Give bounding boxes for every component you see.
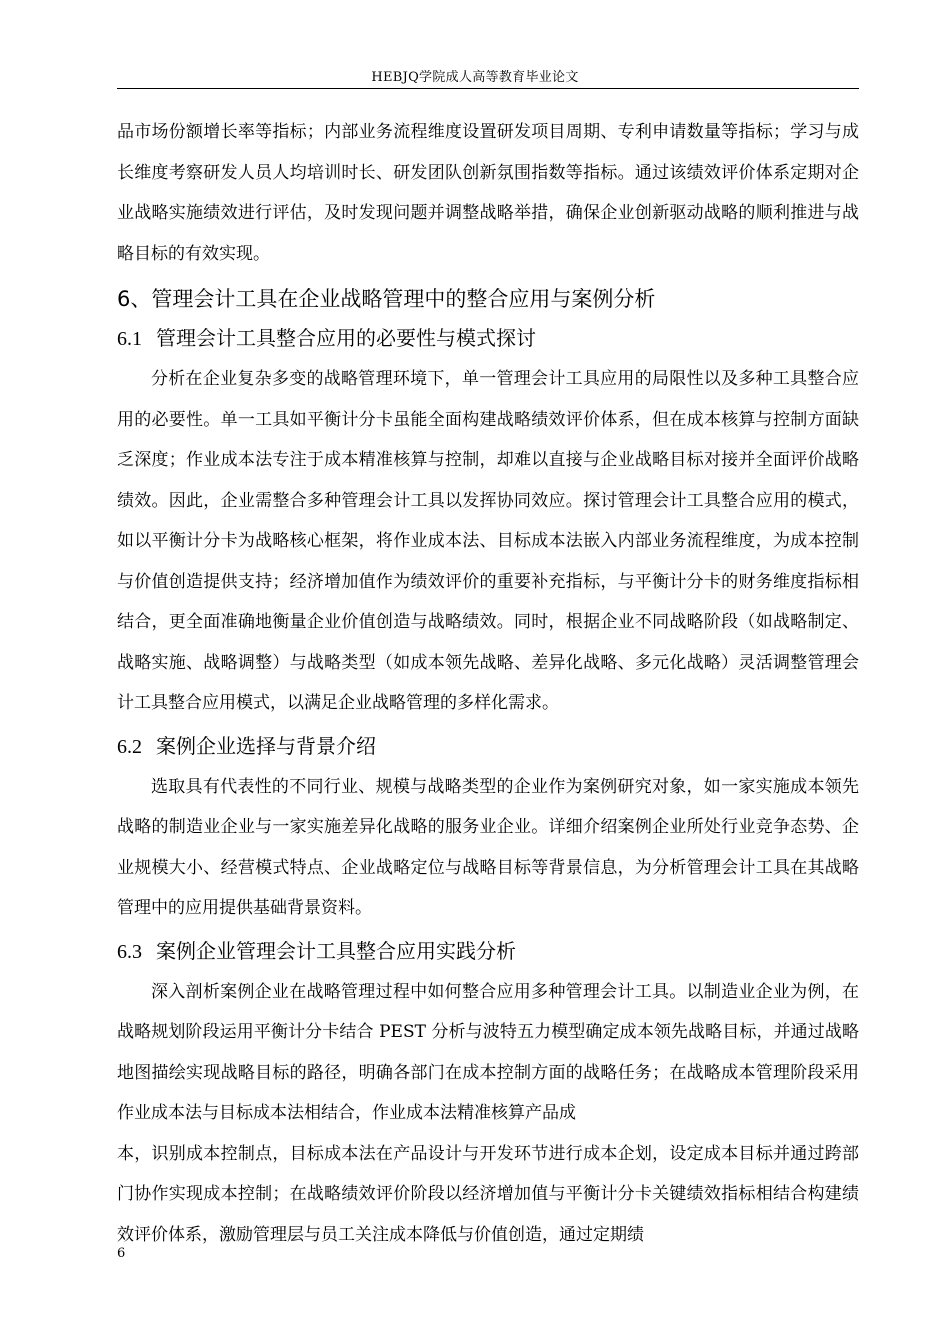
- page-header: HEBJQ学院成人高等教育毕业论文: [371, 70, 579, 85]
- header-rule: [117, 88, 859, 89]
- section-6-2-heading: [117, 730, 859, 763]
- section-6-3-title: 案例企业管理会计工具整合应用实践分析: [156, 938, 516, 963]
- section-6-2-paragraph: 选取具有代表性的不同行业、规模与战略类型的企业作为案例研究对象，如一家实施成本领先战略的制造业企业与一家实施差异化战略的服务业企业。详细介绍案例企业所处行业竞争态势、企业规模大小、经营模式特点、企业战略定位与战略目标等背景信息，为分析管理会计工具在其战略管理中的应用提供基础背景资料。: [117, 776, 859, 918]
- page-content: [117, 112, 859, 1255]
- section-6-3-number: 6.3: [117, 940, 142, 963]
- section-6-1-number: 6.1: [117, 328, 142, 350]
- section-6-3-paragraph-a: 深入剖析案例企业在战略管理过程中如何整合应用多种管理会计工具。以制造业企业为例，在战略规划阶段运用平衡计分卡结合 PEST 分析与波特五力模型确定成本领先战略目标，并通过战略地图描绘实现战略目标的路径，明确各部门在成本控制方面的战略任务；在战略成本管理阶段采用作业成本法与目标成本法相结合，作业成本法精准核算产品成: [117, 981, 859, 1123]
- section-6-1-heading: [117, 322, 859, 355]
- page-number: 6: [117, 1246, 126, 1261]
- section-6-3-paragraph-b: 本，识别成本控制点，目标成本法在产品设计与开发环节进行成本企划，设定成本目标并通过跨部门协作实现成本控制；在战略绩效评价阶段以经济增加值与平衡计分卡关键绩效指标相结合构建绩效评价体系，激励管理层与员工关注成本降低与价值创造，通过定期绩: [117, 1143, 859, 1245]
- section-6-1-title: 管理会计工具整合应用的必要性与模式探讨: [156, 326, 536, 350]
- section-6-2-title: 案例企业选择与背景介绍: [156, 733, 376, 758]
- section-6-heading: 6、管理会计工具在企业战略管理中的整合应用与案例分析: [117, 287, 656, 311]
- section-6-2-number: 6.2: [117, 735, 142, 758]
- section-6-1-paragraph: 分析在企业复杂多变的战略管理环境下，单一管理会计工具应用的局限性以及多种工具整合应用的必要性。单一工具如平衡计分卡虽能全面构建战略绩效评价体系，但在成本核算与控制方面缺乏深度；作业成本法专注于成本精准核算与控制，却难以直接与企业战略目标对接并全面评价战略绩效。因此，企业需整合多种管理会计工具以发挥协同效应。探讨管理会计工具整合应用的模式，如以平衡计分卡为战略核心框架，将作业成本法、目标成本法嵌入内部业务流程维度，为成本控制与价值创造提供支持；经济增加值作为绩效评价的重要补充指标，与平衡计分卡的财务维度指标相结合，更全面准确地衡量企业价值创造与战略绩效。同时，根据企业不同战略阶段（如战略制定、战略实施、战略调整）与战略类型（如成本领先战略、差异化战略、多元化战略）灵活调整管理会计工具整合应用模式，以满足企业战略管理的多样化需求。: [117, 369, 859, 713]
- section-6-3-heading: [117, 935, 859, 968]
- intro-paragraph: 品市场份额增长率等指标；内部业务流程维度设置研发项目周期、专利申请数量等指标；学习与成长维度考察研发人员人均培训时长、研发团队创新氛围指数等指标。通过该绩效评价体系定期对企业战略实施绩效进行评估，及时发现问题并调整战略举措，确保企业创新驱动战略的顺利推进与战略目标的有效实现。: [117, 122, 859, 264]
